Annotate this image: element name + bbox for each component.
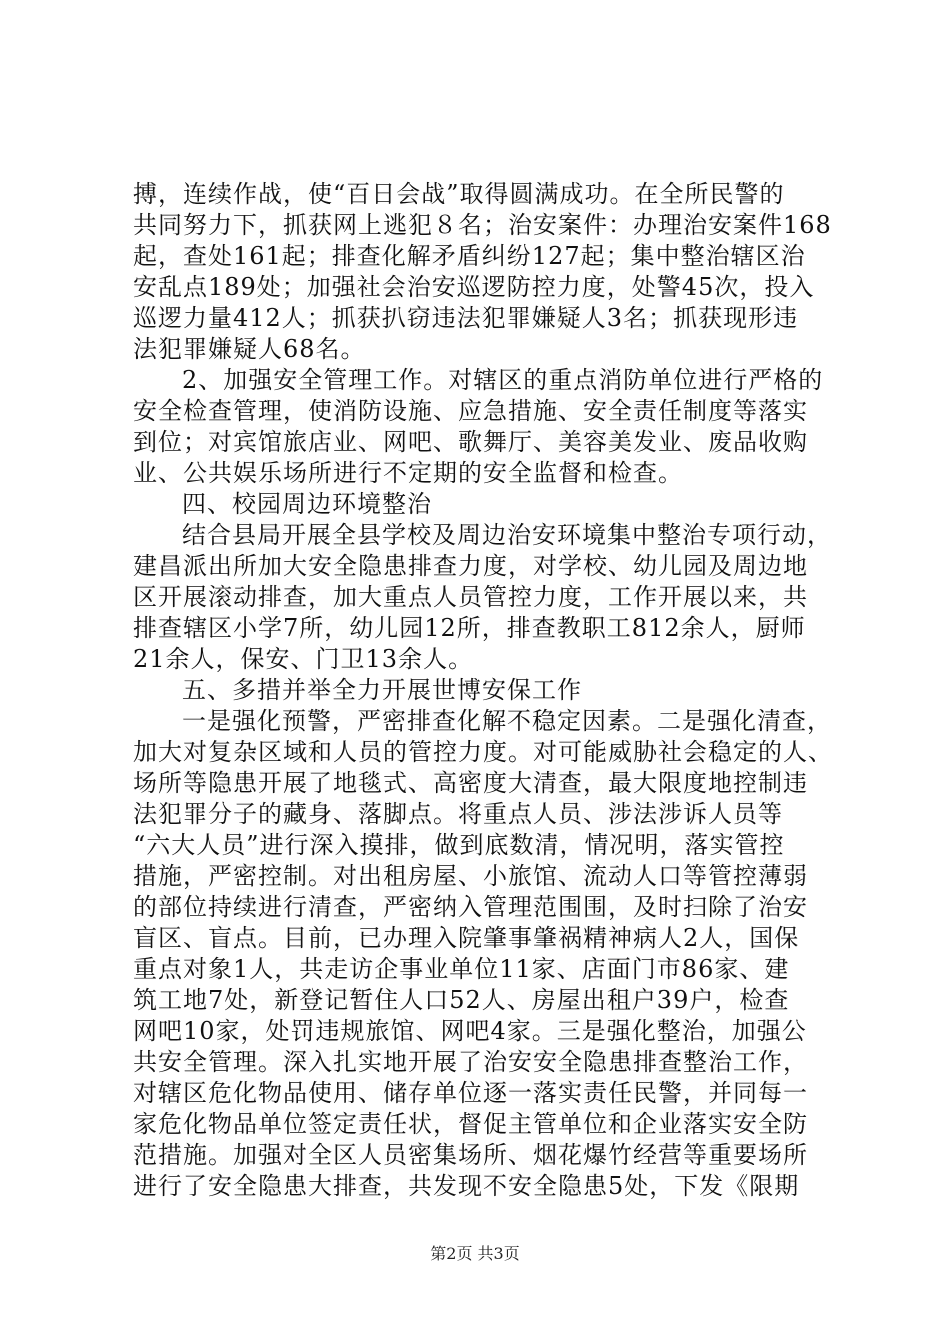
- text-line: 场所等隐患开展了地毯式、高密度大清查，最大限度地控制违: [133, 769, 808, 797]
- text-line: 的部位持续进行清查，严密纳入管理范围围，及时扫除了治安: [133, 893, 808, 921]
- text-line: 一是强化预警，严密排查化解不稳定因素。二是强化清查，: [182, 707, 832, 735]
- text-line: 进行了安全隐患大排查，共发现不安全隐患5处，下发《限期: [133, 1172, 800, 1200]
- text-line: 共同努力下，抓获网上逃犯８名；治安案件：办理治安案件168: [133, 211, 832, 239]
- text-line: 21余人，保安、门卫13余人。: [133, 645, 474, 673]
- text-line: 搏，连续作战，使“百日会战”取得圆满成功。在全所民警的: [133, 180, 785, 208]
- text-line: 网吧10家，处罚违规旅馆、网吧4家。三是强化整治，加强公: [133, 1017, 807, 1045]
- section-heading: 五、多措并举全力开展世博安保工作: [182, 676, 582, 704]
- text-line: 区开展滚动排查，加大重点人员管控力度，工作开展以来，共: [133, 583, 808, 611]
- text-line: 盲区、盲点。目前，已办理入院肇事肇祸精神病人2人，国保: [133, 924, 800, 952]
- text-line: 安乱点189处；加强社会治安巡逻防控力度，处警45次，投入: [133, 273, 815, 301]
- text-line: 建昌派出所加大安全隐患排查力度，对学校、幼儿园及周边地: [133, 552, 808, 580]
- text-line: 到位；对宾馆旅店业、网吧、歌舞厅、美容美发业、废品收购: [133, 428, 808, 456]
- text-line: 筑工地7处，新登记暂住人口52人、房屋出租户39户，检查: [133, 986, 790, 1014]
- text-line: 重点对象1人，共走访企事业单位11家、店面门市86家、建: [133, 955, 790, 983]
- text-line: 加大对复杂区域和人员的管控力度。对可能威胁社会稳定的人、: [133, 738, 833, 766]
- text-line: 法犯罪分子的藏身、落脚点。将重点人员、涉法涉诉人员等: [133, 800, 783, 828]
- text-line: 2、加强安全管理工作。对辖区的重点消防单位进行严格的: [182, 366, 824, 394]
- text-line: 排查辖区小学7所，幼儿园12所，排查教职工812余人，厨师: [133, 614, 806, 642]
- text-line: 结合县局开展全县学校及周边治安环境集中整治专项行动，: [182, 521, 832, 549]
- text-line: 起，查处161起；排查化解矛盾纠纷127起；集中整治辖区治: [133, 242, 806, 270]
- text-line: 安全检查管理，使消防设施、应急措施、安全责任制度等落实: [133, 397, 808, 425]
- text-line: 法犯罪嫌疑人68名。: [133, 335, 366, 363]
- text-line: 对辖区危化物品使用、储存单位逐一落实责任民警，并同每一: [133, 1079, 808, 1107]
- text-line: 巡逻力量412人；抓获扒窃违法犯罪嫌疑人3名；抓获现形违: [133, 304, 799, 332]
- text-line: 家危化物品单位签定责任状，督促主管单位和企业落实安全防: [133, 1110, 808, 1138]
- text-line: 措施，严密控制。对出租房屋、小旅馆、流动人口等管控薄弱: [133, 862, 808, 890]
- section-heading: 四、校园周边环境整治: [182, 490, 432, 518]
- text-line: 范措施。加强对全区人员密集场所、烟花爆竹经营等重要场所: [133, 1141, 808, 1169]
- page-footer: 第2页 共3页: [430, 1244, 520, 1263]
- text-line: 共安全管理。深入扎实地开展了治安安全隐患排查整治工作，: [133, 1048, 808, 1076]
- text-line: 业、公共娱乐场所进行不定期的安全监督和检查。: [133, 459, 683, 487]
- text-line: “六大人员”进行深入摸排，做到底数清，情况明，落实管控: [133, 831, 785, 859]
